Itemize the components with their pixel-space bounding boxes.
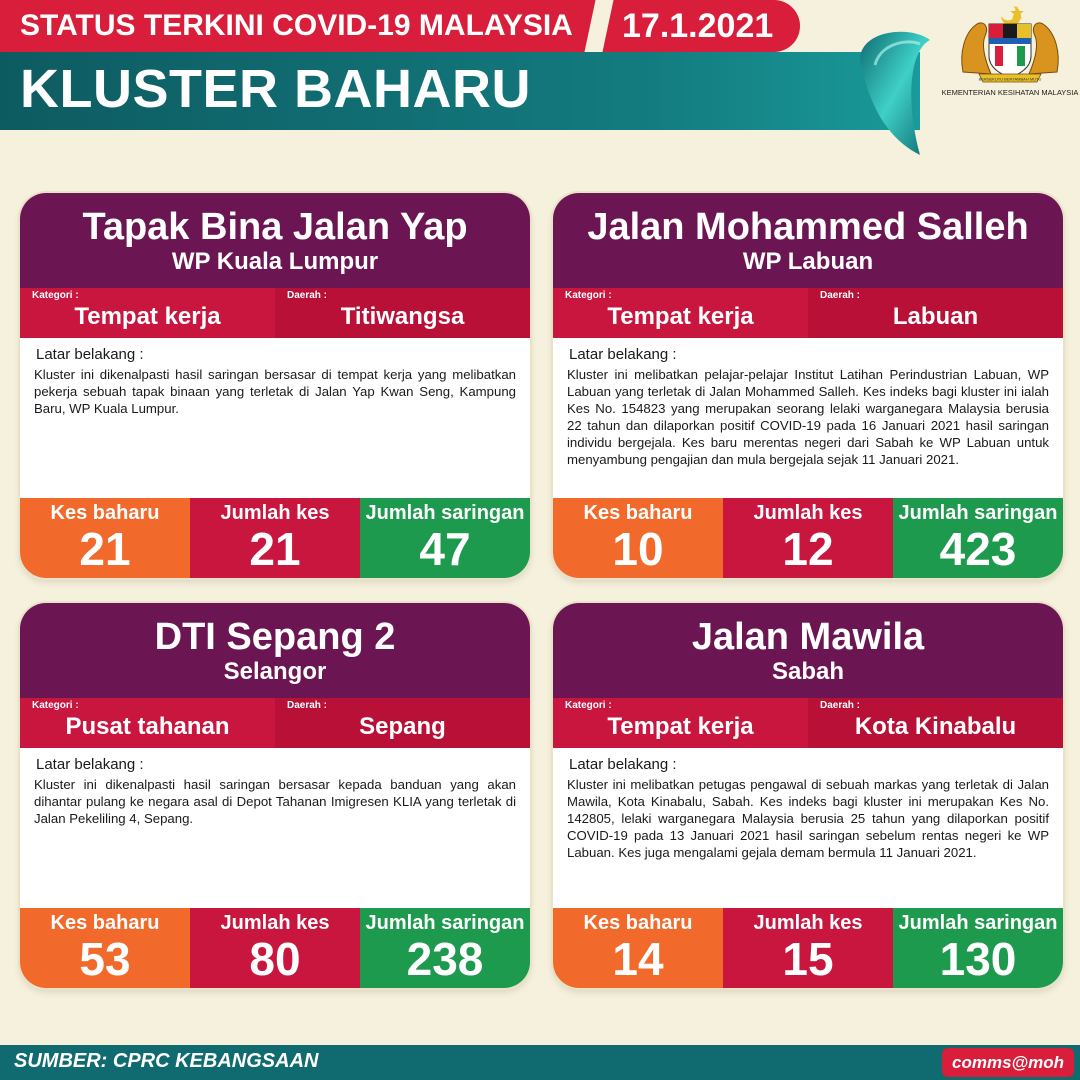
- category-cell: [20, 698, 275, 748]
- new-cases-value: 53: [79, 933, 131, 985]
- background-text: Kluster ini dikenalpasti hasil saringan bersasar di tempat kerja yang melibatkan pekerja sebuah tapak binaan yang terletak di Jalan Yap Kwan Seng, Kampung Baru, WP Kuala Lumpur.: [34, 367, 516, 416]
- cluster-title-bar: [20, 193, 530, 288]
- coat-of-arms-icon: [955, 2, 1065, 84]
- new-cases-label: Kes baharu: [583, 912, 693, 934]
- background-label: Latar belakang :: [569, 346, 677, 363]
- total-cases-stat: [190, 908, 360, 988]
- category-cell: [553, 698, 808, 748]
- district-cell: [808, 698, 1063, 748]
- cluster-stats: [553, 498, 1063, 578]
- cluster-card: [553, 193, 1063, 578]
- cluster-region: Sabah: [771, 657, 845, 685]
- total-screening-label: Jumlah saringan: [898, 912, 1058, 934]
- total-screening-label: Jumlah saringan: [365, 502, 525, 524]
- background-section: [553, 748, 1063, 908]
- category-label: Kategori :: [32, 700, 79, 711]
- cluster-stats: [20, 908, 530, 988]
- background-label: Latar belakang :: [36, 756, 144, 773]
- background-text: Kluster ini dikenalpasti hasil saringan bersasar kepada banduan yang akan dihantar pulang ke negara asal di Depot Tahanan Imigresen KLIA yang terletak di Jalan Pekeliling 4, Sepang.: [34, 777, 516, 826]
- cluster-meta: [553, 698, 1063, 748]
- cluster-title-bar: [553, 193, 1063, 288]
- total-cases-value: 12: [782, 523, 834, 575]
- category-label: Kategori :: [565, 700, 612, 711]
- new-cases-label: Kes baharu: [50, 502, 160, 524]
- total-screening-stat: [893, 498, 1063, 578]
- background-section: [20, 338, 530, 498]
- category-label: Kategori :: [565, 290, 612, 301]
- logo-motto: BERSEKUTU BERTAMBAH MUTU: [978, 76, 1042, 82]
- category-value: Tempat kerja: [74, 303, 221, 330]
- category-value: Tempat kerja: [607, 713, 754, 740]
- cluster-card: [20, 193, 530, 578]
- ministry-name: KEMENTERIAN KESIHATAN MALAYSIA: [941, 88, 1079, 97]
- category-cell: [553, 288, 808, 338]
- status-banner: [0, 0, 800, 52]
- cluster-meta: [20, 698, 530, 748]
- total-screening-value: 238: [406, 933, 484, 985]
- category-cell: [20, 288, 275, 338]
- cluster-title-bar: [553, 603, 1063, 698]
- district-label: Daerah :: [287, 290, 328, 301]
- cluster-name: DTI Sepang 2: [154, 615, 396, 658]
- total-screening-value: 47: [419, 523, 471, 575]
- total-screening-value: 423: [939, 523, 1017, 575]
- cluster-stats: [553, 908, 1063, 988]
- background-text: Kluster ini melibatkan pelajar-pelajar Institut Latihan Perindustrian Labuan, WP Labuan yang terletak di Jalan Mohammed Salleh. Kes indeks bagi kluster ini ialah Kes No. 154823 yang merupakan seorang lelaki warganegara Malaysia berusia 22 tahun dan dilaporkan positif COVID-19 pada 16 Januari 2021 hasil saringan individu bergejala. Kes baru merentas negeri dari Sabah ke WP Labuan untuk menyambung pengajian dan mula bergejala sejak 11 Januari 2021.: [567, 367, 1049, 467]
- category-value: Pusat tahanan: [65, 713, 230, 740]
- report-date: 17.1.2021: [622, 6, 774, 45]
- district-value: Kota Kinabalu: [854, 713, 1017, 740]
- total-cases-value: 15: [782, 933, 834, 985]
- social-handle-badge: comms@moh: [942, 1048, 1074, 1077]
- title-banner: [0, 52, 920, 130]
- total-cases-label: Jumlah kes: [220, 502, 330, 524]
- cluster-name: Tapak Bina Jalan Yap: [82, 205, 468, 248]
- source-label: SUMBER: CPRC KEBANGSAAN: [14, 1050, 319, 1072]
- total-screening-stat: [360, 908, 530, 988]
- background-section: [553, 338, 1063, 498]
- cluster-stats: [20, 498, 530, 578]
- background-label: Latar belakang :: [36, 346, 144, 363]
- district-cell: [808, 288, 1063, 338]
- district-label: Daerah :: [820, 290, 861, 301]
- new-cases-label: Kes baharu: [50, 912, 160, 934]
- total-cases-stat: [723, 908, 893, 988]
- district-value: Titiwangsa: [340, 303, 465, 330]
- new-cases-stat: [553, 908, 723, 988]
- category-value: Tempat kerja: [607, 303, 754, 330]
- category-label: Kategori :: [32, 290, 79, 301]
- cluster-region: WP Labuan: [742, 247, 874, 275]
- new-cases-label: Kes baharu: [583, 502, 693, 524]
- total-screening-value: 130: [939, 933, 1017, 985]
- total-cases-label: Jumlah kes: [753, 502, 863, 524]
- total-screening-stat: [360, 498, 530, 578]
- page-title: KLUSTER BAHARU: [20, 59, 531, 119]
- ministry-logo: [941, 2, 1079, 112]
- total-cases-label: Jumlah kes: [220, 912, 330, 934]
- new-cases-stat: [20, 498, 190, 578]
- cluster-title-bar: [20, 603, 530, 698]
- total-cases-value: 80: [249, 933, 301, 985]
- header: [0, 0, 1080, 180]
- district-value: Labuan: [892, 303, 979, 330]
- background-label: Latar belakang :: [569, 756, 677, 773]
- total-cases-value: 21: [249, 523, 301, 575]
- total-screening-stat: [893, 908, 1063, 988]
- total-cases-stat: [190, 498, 360, 578]
- new-cases-value: 21: [79, 523, 131, 575]
- district-cell: [275, 698, 530, 748]
- page-curl-decoration: [850, 20, 940, 170]
- cluster-name: Jalan Mawila: [691, 615, 925, 658]
- background-section: [20, 748, 530, 908]
- district-cell: [275, 288, 530, 338]
- total-screening-label: Jumlah saringan: [898, 502, 1058, 524]
- cluster-card: [20, 603, 530, 988]
- new-cases-stat: [20, 908, 190, 988]
- total-cases-label: Jumlah kes: [753, 912, 863, 934]
- cluster-region: Selangor: [223, 657, 327, 685]
- cluster-meta: [553, 288, 1063, 338]
- district-label: Daerah :: [820, 700, 861, 711]
- cluster-meta: [20, 288, 530, 338]
- footer: [0, 1045, 1080, 1080]
- district-label: Daerah :: [287, 700, 328, 711]
- new-cases-value: 14: [612, 933, 664, 985]
- status-label: STATUS TERKINI COVID-19 MALAYSIA: [20, 9, 573, 42]
- cluster-region: WP Kuala Lumpur: [171, 247, 379, 275]
- cluster-card: [553, 603, 1063, 988]
- total-cases-stat: [723, 498, 893, 578]
- total-screening-label: Jumlah saringan: [365, 912, 525, 934]
- new-cases-stat: [553, 498, 723, 578]
- cluster-name: Jalan Mohammed Salleh: [587, 205, 1029, 248]
- district-value: Sepang: [359, 713, 446, 740]
- background-text: Kluster ini melibatkan petugas pengawal di sebuah markas yang terletak di Jalan Mawila, Kota Kinabalu, Sabah. Kes indeks bagi kluster ini merupakan Kes No. 142805, lelaki warganegara Malaysia berusia 25 tahun yang dilaporkan positif COVID-19 pada 13 Januari 2021 hasil saringan sebelum rentas negeri ke WP Labuan. Kes juga mengalami gejala demam bermula 11 Januari 2021.: [567, 777, 1049, 860]
- new-cases-value: 10: [612, 523, 664, 575]
